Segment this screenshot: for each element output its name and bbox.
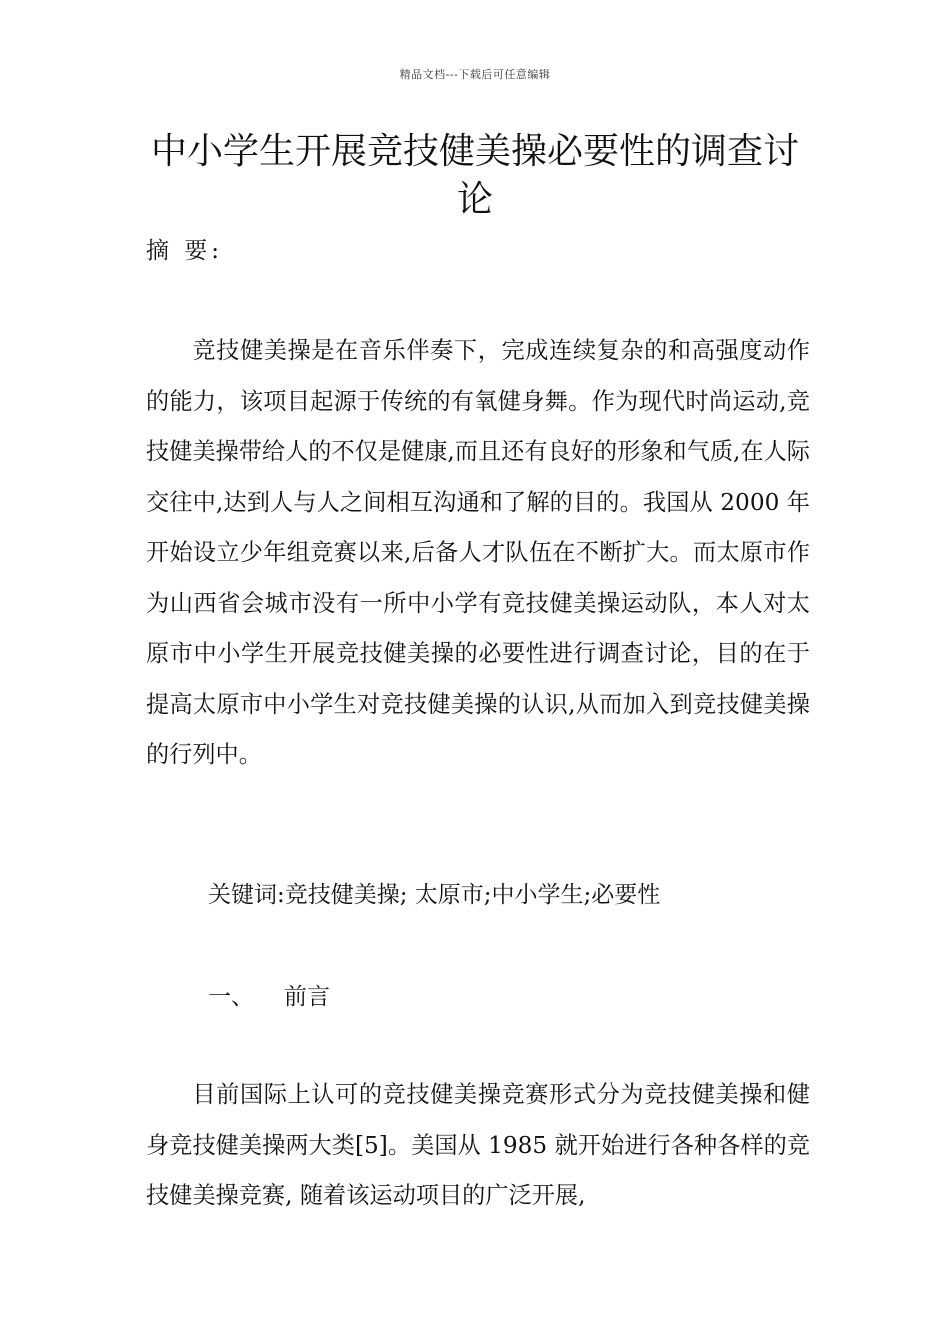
intro-paragraph: 目前国际上认可的竞技健美操竞赛形式分为竞技健美操和健身竞技健美操两大类[5]。美国从 1985 就开始进行各种各样的竞技健美操竞赛, 随着该运动项目的广泛开展, (146, 1081, 810, 1209)
section-title: 前言 (284, 984, 330, 1010)
keywords-line: 关键词:竞技健美操; 太原市;中小学生;必要性 (208, 882, 661, 908)
abstract-paragraph: 竞技健美操是在音乐伴奏下，完成连续复杂的和高强度动作的能力，该项目起源于传统的有氧健身舞。作为现代时尚运动,竞技健美操带给人的不仅是健康,而且还有良好的形象和气质,在人际交往中,达到人与人之间相互沟通和了解的目的。我国从 2000 年开始设立少年组竞赛以来,后备人才队伍在不断扩大。而太原市作为山西省会城市没有一所中小学有竞技健美操运动队，本人对太原市中小学生开展竞技健美操的必要性进行调查讨论，目的在于提高太原市中小学生对竞技健美操的认识,从而加入到竞技健美操的行列中。 (146, 337, 810, 768)
section-heading (208, 980, 330, 1014)
section-number: 一、 (208, 984, 254, 1010)
abstract-label: 摘 要: (146, 238, 224, 264)
header-note: 精品文档---下载后可任意编辑 (399, 68, 551, 81)
document-title: 中小学生开展竞技健美操必要性的调查讨论 (150, 131, 799, 220)
